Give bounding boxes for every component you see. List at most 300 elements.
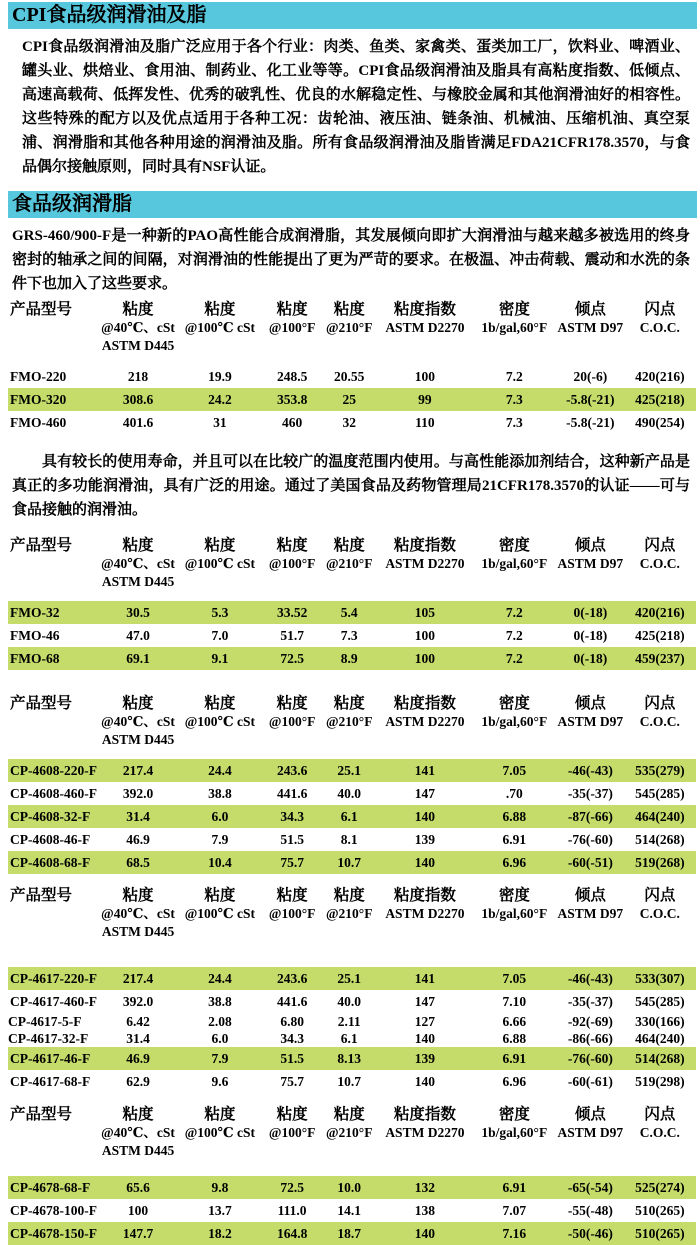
table-header-cell bbox=[320, 884, 378, 967]
header-label: 倾点 bbox=[574, 301, 606, 318]
value-cell: 38.8 bbox=[208, 786, 232, 801]
header-label: 粘度 bbox=[122, 1106, 154, 1123]
header-condition: @100°F bbox=[268, 1125, 316, 1140]
value-cell: 99 bbox=[378, 388, 472, 411]
table-row bbox=[8, 365, 696, 388]
value-cell: 441.6 bbox=[276, 786, 308, 801]
value-cell: 10.7 bbox=[320, 851, 378, 874]
header-label: 产品型号 bbox=[10, 1106, 73, 1123]
header-condition: @210°F bbox=[325, 714, 373, 729]
value-cell: 7.9 bbox=[211, 832, 229, 847]
value-cell: 248.5 bbox=[276, 369, 308, 384]
model-cell: CP-4608-46-F bbox=[10, 832, 91, 847]
table-header-cell bbox=[624, 298, 696, 365]
header-condition: C.O.C. bbox=[639, 714, 680, 729]
model-cell: CP-4617-68-F bbox=[10, 1074, 91, 1089]
table-header-cell bbox=[8, 884, 100, 967]
model-cell: CP-4608-220-F bbox=[8, 759, 100, 782]
value-cell: 72.5 bbox=[264, 1176, 320, 1199]
value-cell: 9.1 bbox=[176, 647, 264, 670]
table-header-cell bbox=[264, 298, 320, 365]
header-label: 粘度 bbox=[122, 537, 154, 554]
table-row bbox=[8, 1030, 696, 1047]
value-cell: 51.7 bbox=[280, 628, 304, 643]
value-cell: 7.2 bbox=[505, 369, 523, 384]
header-label: 产品型号 bbox=[10, 301, 73, 318]
value-cell: 243.6 bbox=[264, 967, 320, 990]
table-header-row bbox=[8, 534, 696, 601]
header-label: 粘度指数 bbox=[393, 537, 456, 554]
value-cell: 490(254) bbox=[635, 415, 685, 430]
header-condition: 1b/gal,60°F bbox=[481, 906, 548, 921]
header-condition: @100°F bbox=[268, 556, 316, 571]
table-header-cell bbox=[176, 1103, 264, 1176]
table-row bbox=[8, 1199, 696, 1222]
header-condition: @210°F bbox=[325, 1125, 373, 1140]
value-cell: 72.5 bbox=[264, 647, 320, 670]
header-label: 粘度 bbox=[333, 301, 365, 318]
header-label: 倾点 bbox=[574, 887, 606, 904]
table-row bbox=[8, 411, 696, 434]
value-cell: 519(298) bbox=[635, 1074, 685, 1089]
header-label: 密度 bbox=[498, 537, 530, 554]
value-cell: 6.96 bbox=[472, 851, 557, 874]
model-cell: FMO-460 bbox=[10, 415, 67, 430]
value-cell: -50(-46) bbox=[557, 1222, 624, 1245]
header-label: 粘度 bbox=[276, 887, 308, 904]
table-header-cell bbox=[264, 692, 320, 759]
value-cell: 7.05 bbox=[472, 759, 557, 782]
spec-table bbox=[8, 884, 696, 1093]
spec-table bbox=[8, 298, 696, 434]
value-cell: -55(-48) bbox=[567, 1203, 613, 1218]
spec-table-cp4678 bbox=[8, 1103, 696, 1245]
value-cell: -5.8(-21) bbox=[566, 415, 615, 430]
table-row bbox=[8, 805, 696, 828]
header-label: 闪点 bbox=[644, 1106, 676, 1123]
header-condition: @40℃、cSt bbox=[101, 320, 175, 335]
value-cell: 6.0 bbox=[211, 1031, 229, 1046]
model-cell: FMO-46 bbox=[10, 628, 60, 643]
value-cell: 31 bbox=[213, 415, 227, 430]
value-cell: 24.2 bbox=[176, 388, 264, 411]
value-cell: 32 bbox=[342, 415, 356, 430]
table-header-cell bbox=[320, 1103, 378, 1176]
table-header-cell bbox=[264, 534, 320, 601]
table-header-cell bbox=[378, 692, 472, 759]
value-cell: -5.8(-21) bbox=[557, 388, 624, 411]
value-cell: 7.9 bbox=[176, 1047, 264, 1070]
value-cell: 7.0 bbox=[211, 628, 229, 643]
header-label: 产品型号 bbox=[10, 695, 73, 712]
value-cell: -65(-54) bbox=[557, 1176, 624, 1199]
value-cell: 140 bbox=[378, 851, 472, 874]
model-cell: CP-4617-5-F bbox=[8, 1014, 82, 1029]
spec-table-cp4608 bbox=[8, 692, 696, 874]
header-label: 粘度 bbox=[204, 1106, 236, 1123]
value-cell: 510(265) bbox=[635, 1203, 685, 1218]
header-label: 粘度 bbox=[122, 695, 154, 712]
value-cell: 545(285) bbox=[635, 786, 685, 801]
table-header-cell bbox=[472, 884, 557, 967]
section-title-bar-oils bbox=[8, 2, 697, 29]
value-cell: 7.10 bbox=[502, 994, 527, 1009]
value-cell: 25.1 bbox=[320, 967, 378, 990]
header-label: 粘度 bbox=[333, 1106, 365, 1123]
model-cell: CP-4617-220-F bbox=[8, 967, 100, 990]
value-cell: -86(-66) bbox=[567, 1031, 613, 1046]
value-cell: 10.0 bbox=[320, 1176, 378, 1199]
table-header-cell bbox=[8, 692, 100, 759]
table-row bbox=[8, 828, 696, 851]
table-header-cell bbox=[557, 884, 624, 967]
value-cell: 34.3 bbox=[264, 805, 320, 828]
header-method: ASTM D445 bbox=[101, 924, 175, 939]
table-row bbox=[8, 1070, 696, 1093]
header-label: 闪点 bbox=[644, 537, 676, 554]
table-row bbox=[8, 851, 696, 874]
table-header-cell bbox=[320, 534, 378, 601]
value-cell: 24.4 bbox=[176, 759, 264, 782]
table-header-cell bbox=[624, 534, 696, 601]
header-label: 粘度指数 bbox=[393, 887, 456, 904]
header-method: ASTM D445 bbox=[101, 338, 175, 353]
header-condition: ASTM D97 bbox=[557, 1125, 624, 1140]
value-cell: 51.5 bbox=[264, 1047, 320, 1070]
value-cell: 353.8 bbox=[264, 388, 320, 411]
value-cell: 40.0 bbox=[337, 786, 362, 801]
model-cell: CP-4608-32-F bbox=[8, 805, 100, 828]
value-cell: -35(-37) bbox=[567, 786, 613, 801]
value-cell: 514(268) bbox=[624, 1047, 696, 1070]
value-cell: 0(-18) bbox=[573, 628, 608, 643]
value-cell: 139 bbox=[378, 1047, 472, 1070]
value-cell: 147 bbox=[414, 994, 436, 1009]
header-condition: @100℃ cSt bbox=[184, 906, 256, 921]
header-label: 倾点 bbox=[574, 695, 606, 712]
table-header-cell bbox=[8, 534, 100, 601]
value-cell: 147 bbox=[414, 786, 436, 801]
value-cell: 6.66 bbox=[502, 1014, 527, 1029]
table-header-cell bbox=[264, 884, 320, 967]
value-cell: 20(-6) bbox=[573, 369, 608, 384]
value-cell: 18.7 bbox=[320, 1222, 378, 1245]
header-label: 产品型号 bbox=[10, 887, 73, 904]
value-cell: 139 bbox=[414, 832, 436, 847]
header-label: 闪点 bbox=[644, 887, 676, 904]
value-cell: 10.4 bbox=[176, 851, 264, 874]
value-cell: 14.1 bbox=[337, 1203, 362, 1218]
value-cell: 7.3 bbox=[472, 388, 557, 411]
spec-table-fmo-heavy bbox=[8, 298, 696, 434]
value-cell: 141 bbox=[378, 967, 472, 990]
value-cell: 6.1 bbox=[340, 1031, 358, 1046]
table-header-cell bbox=[176, 534, 264, 601]
header-label: 粘度 bbox=[276, 537, 308, 554]
value-cell: -60(-51) bbox=[557, 851, 624, 874]
table-header-cell bbox=[176, 692, 264, 759]
table-header-cell bbox=[624, 692, 696, 759]
table-row bbox=[8, 1222, 696, 1245]
header-condition: 1b/gal,60°F bbox=[481, 1125, 548, 1140]
value-cell: 68.5 bbox=[100, 851, 176, 874]
header-condition: ASTM D2270 bbox=[385, 714, 465, 729]
table-header-cell bbox=[472, 1103, 557, 1176]
value-cell: 46.9 bbox=[100, 1047, 176, 1070]
table-header-cell bbox=[100, 298, 176, 365]
table-header-cell bbox=[8, 1103, 100, 1176]
value-cell: 62.9 bbox=[126, 1074, 150, 1089]
value-cell: 7.2 bbox=[472, 647, 557, 670]
table-header-cell bbox=[176, 884, 264, 967]
header-condition: @100℃ cSt bbox=[184, 320, 256, 335]
table-row bbox=[8, 782, 696, 805]
value-cell: 8.9 bbox=[320, 647, 378, 670]
value-cell: 0(-18) bbox=[557, 601, 624, 624]
value-cell: 6.91 bbox=[502, 832, 527, 847]
value-cell: 46.9 bbox=[126, 832, 150, 847]
model-cell: CP-4608-460-F bbox=[10, 786, 97, 801]
value-cell: 140 bbox=[414, 1031, 436, 1046]
value-cell: 6.91 bbox=[472, 1047, 557, 1070]
table-header-cell bbox=[100, 1103, 176, 1176]
value-cell: 18.2 bbox=[176, 1222, 264, 1245]
header-label: 粘度 bbox=[204, 887, 236, 904]
value-cell: 9.6 bbox=[211, 1074, 229, 1089]
value-cell: 75.7 bbox=[280, 1074, 304, 1089]
value-cell: -76(-60) bbox=[557, 1047, 624, 1070]
value-cell: 464(240) bbox=[635, 1031, 685, 1046]
table-header-cell bbox=[557, 692, 624, 759]
value-cell: 401.6 bbox=[122, 415, 154, 430]
table-header-row bbox=[8, 692, 696, 759]
header-condition: @100°F bbox=[268, 714, 316, 729]
grease-paragraph: GRS-460/900-F是一种新的PAO高性能合成润滑脂，其发展倾向即扩大润滑油与越来越多被选用的终身密封的轴承之间的间隔，对润滑油的性能提出了更为严苛的要求。在极温、冲击荷载、震动和水洗的条件下也加入了这些要求。 bbox=[12, 228, 690, 292]
header-condition: C.O.C. bbox=[639, 1125, 680, 1140]
value-cell: .70 bbox=[505, 786, 523, 801]
value-cell: 2.11 bbox=[337, 1014, 361, 1029]
value-cell: 47.0 bbox=[126, 628, 150, 643]
header-method: ASTM D445 bbox=[101, 732, 175, 747]
value-cell: -60(-61) bbox=[567, 1074, 613, 1089]
header-condition: @40℃、cSt bbox=[101, 556, 175, 571]
value-cell: 100 bbox=[378, 647, 472, 670]
header-label: 粘度指数 bbox=[393, 301, 456, 318]
header-label: 密度 bbox=[498, 887, 530, 904]
model-cell: FMO-32 bbox=[8, 601, 100, 624]
middle-paragraph: 具有较长的使用寿命，并且可以在比较广的温度范围内使用。与高性能添加剂结合，这种新产品是真正的多功能润滑油，具有广泛的用途。通过了美国食品及药物管理局21CFR178.3570的认证——可与食品接触的润滑油。 bbox=[12, 454, 690, 518]
table-row bbox=[8, 388, 696, 411]
value-cell: 9.8 bbox=[176, 1176, 264, 1199]
table-header-cell bbox=[100, 692, 176, 759]
section-title-oils: CPI食品级润滑油及脂 bbox=[12, 4, 207, 26]
table-header-cell bbox=[378, 298, 472, 365]
model-cell: FMO-320 bbox=[8, 388, 100, 411]
header-condition: ASTM D97 bbox=[557, 906, 624, 921]
value-cell: 30.5 bbox=[100, 601, 176, 624]
table-header-cell bbox=[557, 298, 624, 365]
value-cell: 392.0 bbox=[122, 994, 154, 1009]
value-cell: 34.3 bbox=[280, 1031, 304, 1046]
header-condition: 1b/gal,60°F bbox=[481, 556, 548, 571]
value-cell: 6.1 bbox=[320, 805, 378, 828]
value-cell: 6.91 bbox=[472, 1176, 557, 1199]
value-cell: 10.7 bbox=[337, 1074, 362, 1089]
header-condition: ASTM D2270 bbox=[385, 556, 465, 571]
value-cell: 24.4 bbox=[176, 967, 264, 990]
header-label: 倾点 bbox=[574, 537, 606, 554]
value-cell: 38.8 bbox=[208, 994, 232, 1009]
table-header-cell bbox=[320, 298, 378, 365]
model-cell: CP-4617-46-F bbox=[8, 1047, 100, 1070]
value-cell: 8.1 bbox=[340, 832, 358, 847]
header-condition: @210°F bbox=[325, 556, 373, 571]
value-cell: -87(-66) bbox=[557, 805, 624, 828]
value-cell: 7.05 bbox=[472, 967, 557, 990]
header-label: 粘度 bbox=[276, 695, 308, 712]
value-cell: 217.4 bbox=[100, 967, 176, 990]
model-cell: FMO-68 bbox=[8, 647, 100, 670]
value-cell: 425(218) bbox=[635, 628, 685, 643]
header-condition: @100°F bbox=[268, 320, 316, 335]
header-method: ASTM D445 bbox=[101, 1143, 175, 1158]
table-header-cell bbox=[264, 1103, 320, 1176]
model-cell: CP-4678-100-F bbox=[10, 1203, 97, 1218]
table-header-cell bbox=[176, 298, 264, 365]
header-condition: C.O.C. bbox=[639, 320, 680, 335]
header-condition: 1b/gal,60°F bbox=[481, 320, 548, 335]
table-header-cell bbox=[8, 298, 100, 365]
value-cell: 164.8 bbox=[264, 1222, 320, 1245]
header-label: 密度 bbox=[498, 301, 530, 318]
value-cell: 105 bbox=[378, 601, 472, 624]
table-row bbox=[8, 1176, 696, 1199]
value-cell: 110 bbox=[415, 415, 435, 430]
value-cell: 69.1 bbox=[100, 647, 176, 670]
value-cell: 31.4 bbox=[126, 1031, 150, 1046]
value-cell: 6.42 bbox=[126, 1014, 150, 1029]
header-label: 粘度 bbox=[204, 301, 236, 318]
value-cell: 6.80 bbox=[280, 1014, 304, 1029]
spec-table-cp4617 bbox=[8, 884, 696, 1093]
table-row bbox=[8, 1047, 696, 1070]
table-header-cell bbox=[378, 884, 472, 967]
value-cell: 7.2 bbox=[505, 628, 523, 643]
intro-paragraph: CPI食品级润滑油及脂广泛应用于各个行业：肉类、鱼类、家禽类、蛋类加工厂，饮料业、啤酒业、罐头业、烘焙业、食用油、制药业、化工业等等。CPI食品级润滑油及脂具有高粘度指数、低倾点、高速高载荷、低挥发性、优秀的破乳性、优良的水解稳定性、与橡胶金属和其他润滑油好的相容性。这些特殊的配方以及优点适用于各种工况：齿轮油、液压油、链条油、机械油、压缩机油、真空泵浦、润滑脂和其他各种用途的润滑油及脂。所有食品级润滑油及脂皆满足FDA21CFR178.3570，与食品偶尔接触原则，同时具有NSF认证。 bbox=[22, 39, 690, 175]
value-cell: 141 bbox=[378, 759, 472, 782]
header-condition: @100℃ cSt bbox=[184, 556, 256, 571]
header-condition: ASTM D97 bbox=[557, 556, 624, 571]
value-cell: 132 bbox=[378, 1176, 472, 1199]
header-condition: ASTM D2270 bbox=[385, 320, 465, 335]
header-condition: @40℃、cSt bbox=[101, 906, 175, 921]
value-cell: 140 bbox=[378, 1222, 472, 1245]
header-condition: @40℃、cSt bbox=[101, 1125, 175, 1140]
value-cell: 100 bbox=[414, 369, 436, 384]
value-cell: -35(-37) bbox=[567, 994, 613, 1009]
value-cell: 138 bbox=[414, 1203, 436, 1218]
value-cell: 13.7 bbox=[208, 1203, 232, 1218]
model-cell: CP-4678-68-F bbox=[8, 1176, 100, 1199]
value-cell: 392.0 bbox=[122, 786, 154, 801]
header-method: ASTM D445 bbox=[101, 574, 175, 589]
value-cell: 218 bbox=[127, 369, 149, 384]
header-label: 粘度 bbox=[276, 301, 308, 318]
header-condition: ASTM D2270 bbox=[385, 906, 465, 921]
table-header-cell bbox=[624, 884, 696, 967]
value-cell: 7.3 bbox=[505, 415, 523, 430]
model-cell: FMO-220 bbox=[10, 369, 67, 384]
header-condition: @100°F bbox=[268, 906, 316, 921]
value-cell: -76(-60) bbox=[567, 832, 613, 847]
header-label: 粘度 bbox=[204, 695, 236, 712]
table-header-cell bbox=[557, 534, 624, 601]
value-cell: 6.96 bbox=[502, 1074, 527, 1089]
value-cell: -92(-69) bbox=[567, 1014, 613, 1029]
value-cell: 535(279) bbox=[624, 759, 696, 782]
value-cell: 25 bbox=[320, 388, 378, 411]
table-row bbox=[8, 759, 696, 782]
header-label: 粘度指数 bbox=[393, 1106, 456, 1123]
value-cell: 6.88 bbox=[502, 1031, 527, 1046]
header-label: 粘度 bbox=[122, 301, 154, 318]
table-row bbox=[8, 647, 696, 670]
table-header-cell bbox=[320, 692, 378, 759]
table-row bbox=[8, 624, 696, 647]
value-cell: -46(-43) bbox=[557, 759, 624, 782]
table-row bbox=[8, 1013, 696, 1030]
header-label: 粘度 bbox=[276, 1106, 308, 1123]
value-cell: 217.4 bbox=[100, 759, 176, 782]
header-condition: C.O.C. bbox=[639, 556, 680, 571]
header-label: 粘度 bbox=[204, 537, 236, 554]
value-cell: 441.6 bbox=[276, 994, 308, 1009]
value-cell: 8.13 bbox=[320, 1047, 378, 1070]
value-cell: 525(274) bbox=[624, 1176, 696, 1199]
table-header-cell bbox=[100, 884, 176, 967]
header-condition: @210°F bbox=[325, 906, 373, 921]
value-cell: 7.07 bbox=[502, 1203, 527, 1218]
header-label: 粘度 bbox=[333, 695, 365, 712]
table-row bbox=[8, 990, 696, 1013]
table-header-row bbox=[8, 298, 696, 365]
table-row bbox=[8, 967, 696, 990]
header-label: 密度 bbox=[498, 695, 530, 712]
table-header-cell bbox=[378, 1103, 472, 1176]
value-cell: 140 bbox=[378, 805, 472, 828]
value-cell: 420(216) bbox=[624, 601, 696, 624]
value-cell: 0(-18) bbox=[557, 647, 624, 670]
value-cell: 2.08 bbox=[208, 1014, 232, 1029]
model-cell: CP-4608-68-F bbox=[8, 851, 100, 874]
value-cell: 31.4 bbox=[100, 805, 176, 828]
section-title-grease: 食品级润滑脂 bbox=[12, 193, 132, 215]
header-condition: ASTM D2270 bbox=[385, 1125, 465, 1140]
header-condition: @210°F bbox=[325, 320, 373, 335]
value-cell: 330(166) bbox=[635, 1014, 685, 1029]
header-condition: ASTM D97 bbox=[557, 714, 624, 729]
value-cell: 510(265) bbox=[624, 1222, 696, 1245]
value-cell: 464(240) bbox=[624, 805, 696, 828]
table-header-cell bbox=[557, 1103, 624, 1176]
value-cell: 7.3 bbox=[340, 628, 358, 643]
value-cell: 5.4 bbox=[320, 601, 378, 624]
value-cell: 75.7 bbox=[264, 851, 320, 874]
table-header-cell bbox=[472, 534, 557, 601]
value-cell: 20.55 bbox=[334, 369, 365, 384]
header-label: 闪点 bbox=[644, 301, 676, 318]
spec-table bbox=[8, 534, 696, 670]
